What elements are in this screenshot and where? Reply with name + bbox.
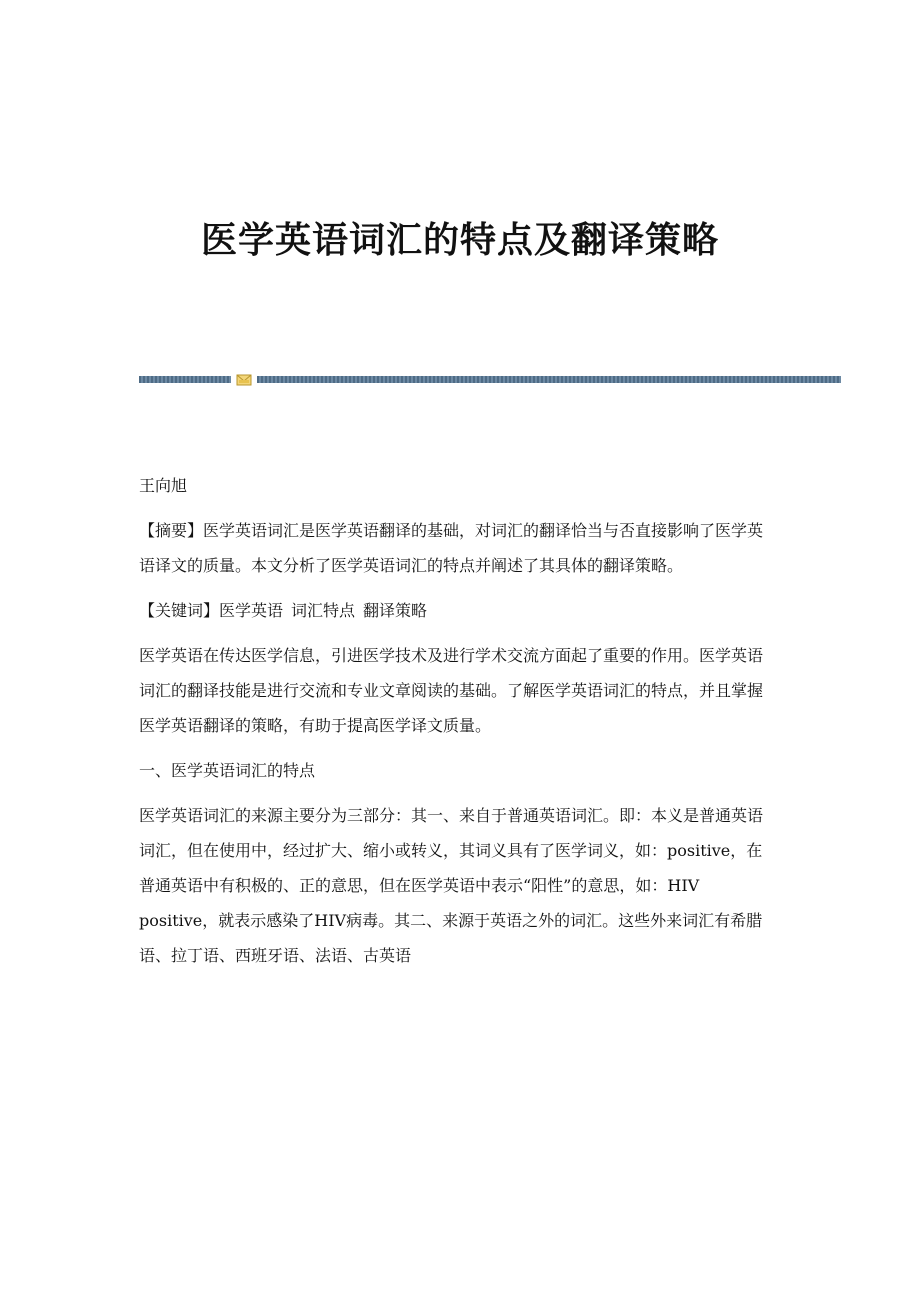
abstract <box>139 513 771 583</box>
title-divider <box>139 374 841 386</box>
keyword-item: 翻译策略 <box>363 601 428 620</box>
keyword-item: 词汇特点 <box>291 601 356 620</box>
keywords <box>139 593 771 628</box>
document-body <box>139 468 771 973</box>
keywords-label: 【关键词】 <box>139 601 220 620</box>
author-name: 王向旭 <box>139 476 188 495</box>
divider-bar-right <box>257 376 841 383</box>
keyword-item: 医学英语 <box>219 601 284 620</box>
body-paragraph: 医学英语词汇的来源主要分为三部分：其一、来自于普通英语词汇。即：本义是普通英语词汇，但在使用中，经过扩大、缩小或转义，其词义具有了医学词义，如：positive，在普通英语中有积极的、正的意思，但在医学英语中表示“阳性”的意思，如：HIV positive，就表示感染了HIV病毒。其二、来源于英语之外的词汇。这些外来词汇有希腊语、拉丁语、西班牙语、法语、古英语 <box>139 806 764 965</box>
body-paragraph: 医学英语在传达医学信息，引进医学技术及进行学术交流方面起了重要的作用。医学英语词汇的翻译技能是进行交流和专业文章阅读的基础。了解医学英语词汇的特点，并且掌握医学英语翻译的策略，有助于提高医学译文质量。 <box>139 646 764 735</box>
divider-bar-left <box>139 376 231 383</box>
abstract-label: 【摘要】 <box>139 521 204 540</box>
document-title: 医学英语词汇的特点及翻译策略 <box>200 219 719 261</box>
section-heading: 一、医学英语词汇的特点 <box>139 761 316 780</box>
abstract-text: 医学英语词汇是医学英语翻译的基础，对词汇的翻译恰当与否直接影响了医学英语译文的质量。本文分析了医学英语词汇的特点并阐述了其具体的翻译策略。 <box>139 521 764 575</box>
ornament-icon <box>236 374 252 386</box>
